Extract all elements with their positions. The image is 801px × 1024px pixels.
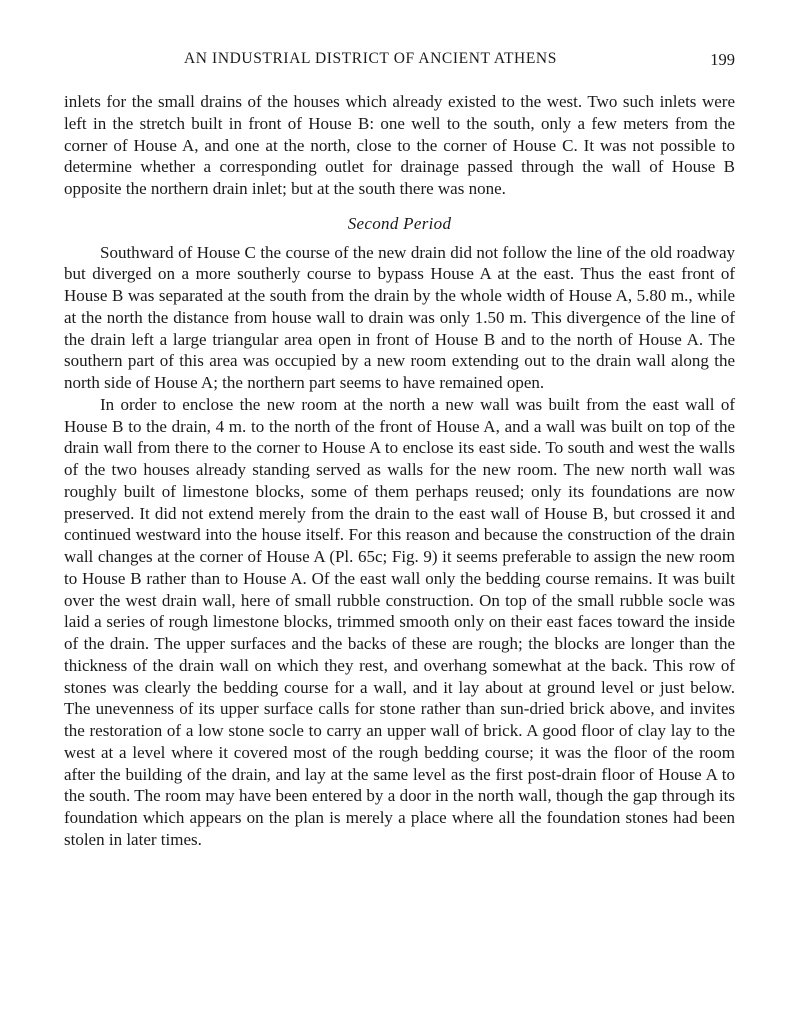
running-head bbox=[64, 50, 735, 74]
page bbox=[64, 50, 735, 851]
running-title: AN INDUSTRIAL DISTRICT OF ANCIENT ATHENS bbox=[184, 50, 557, 67]
paragraph-drain-course: Southward of House C the course of the new drain did not follow the line of the old roadway but diverged on a more southerly course to bypass House A at the east. Thus the east front of House B was separated at the south from the drain by the whole width of House A, 5.80 m., while at the north the distance from house wall to drain was only 1.50 m. This divergence of the line of the drain left a large triangular area open in front of House B and to the north of House A. The southern part of this area was occupied by a new room extending out to the drain wall along the north side of House A; the northern part seems to have remained open. bbox=[64, 242, 735, 392]
body-text bbox=[64, 91, 735, 851]
section-heading: Second Period bbox=[347, 213, 452, 233]
page-number: 199 bbox=[710, 50, 735, 69]
paragraph-continued: inlets for the small drains of the houses which already existed to the west. Two such inlets were left in the stretch built in front of House B: one well to the south, only a few meters from the corner of House A, and one at the north, close to the corner of House C. It was not possible to determine whether a corresponding outlet for drainage passed through the wall of House B opposite the northern drain inlet; but at the south there was none. bbox=[64, 92, 735, 198]
paragraph-new-room: In order to enclose the new room at the north a new wall was built from the east wall of House B to the drain, 4 m. to the north of the front of House A, and a wall was built on top of the drain wall from there to the corner to House A to enclose its east side. To south and west the walls of the two houses already standing served as walls for the new room. The new north wall was roughly built of limestone blocks, some of them perhaps reused; only its foundations are now preserved. It did not extend merely from the drain to the east wall of House B, but crossed it and continued westward into the house itself. For this reason and because the construction of the drain wall changes at the corner of House A (Pl. 65c; Fig. 9) it seems preferable to assign the new room to House B rather than to House A. Of the east wall only the bedding course remains. It was built over the west drain wall, here of small rubble construction. On top of the small rubble socle was laid a series of rough limestone blocks, trimmed smooth only on their east faces toward the inside of the drain. The upper surfaces and the backs of these are rough; the blocks are longer than the thickness of the drain wall on which they rest, and overhang somewhat at the back. This row of stones was clearly the bedding course for a wall, and it lay about at ground level or just below. The unevenness of its upper surface calls for stone rather than sun-dried brick above, and invites the restoration of a low stone socle to carry an upper wall of brick. A good floor of clay lay to the west at a level where it covered most of the rough bedding course; it was the floor of the room after the building of the drain, and lay at the same level as the first post-drain floor of House A to the south. The room may have been entered by a door in the north wall, though the gap through its foundation which appears on the plan is merely a place where all the foundation stones had been stolen in later times. bbox=[64, 394, 735, 849]
